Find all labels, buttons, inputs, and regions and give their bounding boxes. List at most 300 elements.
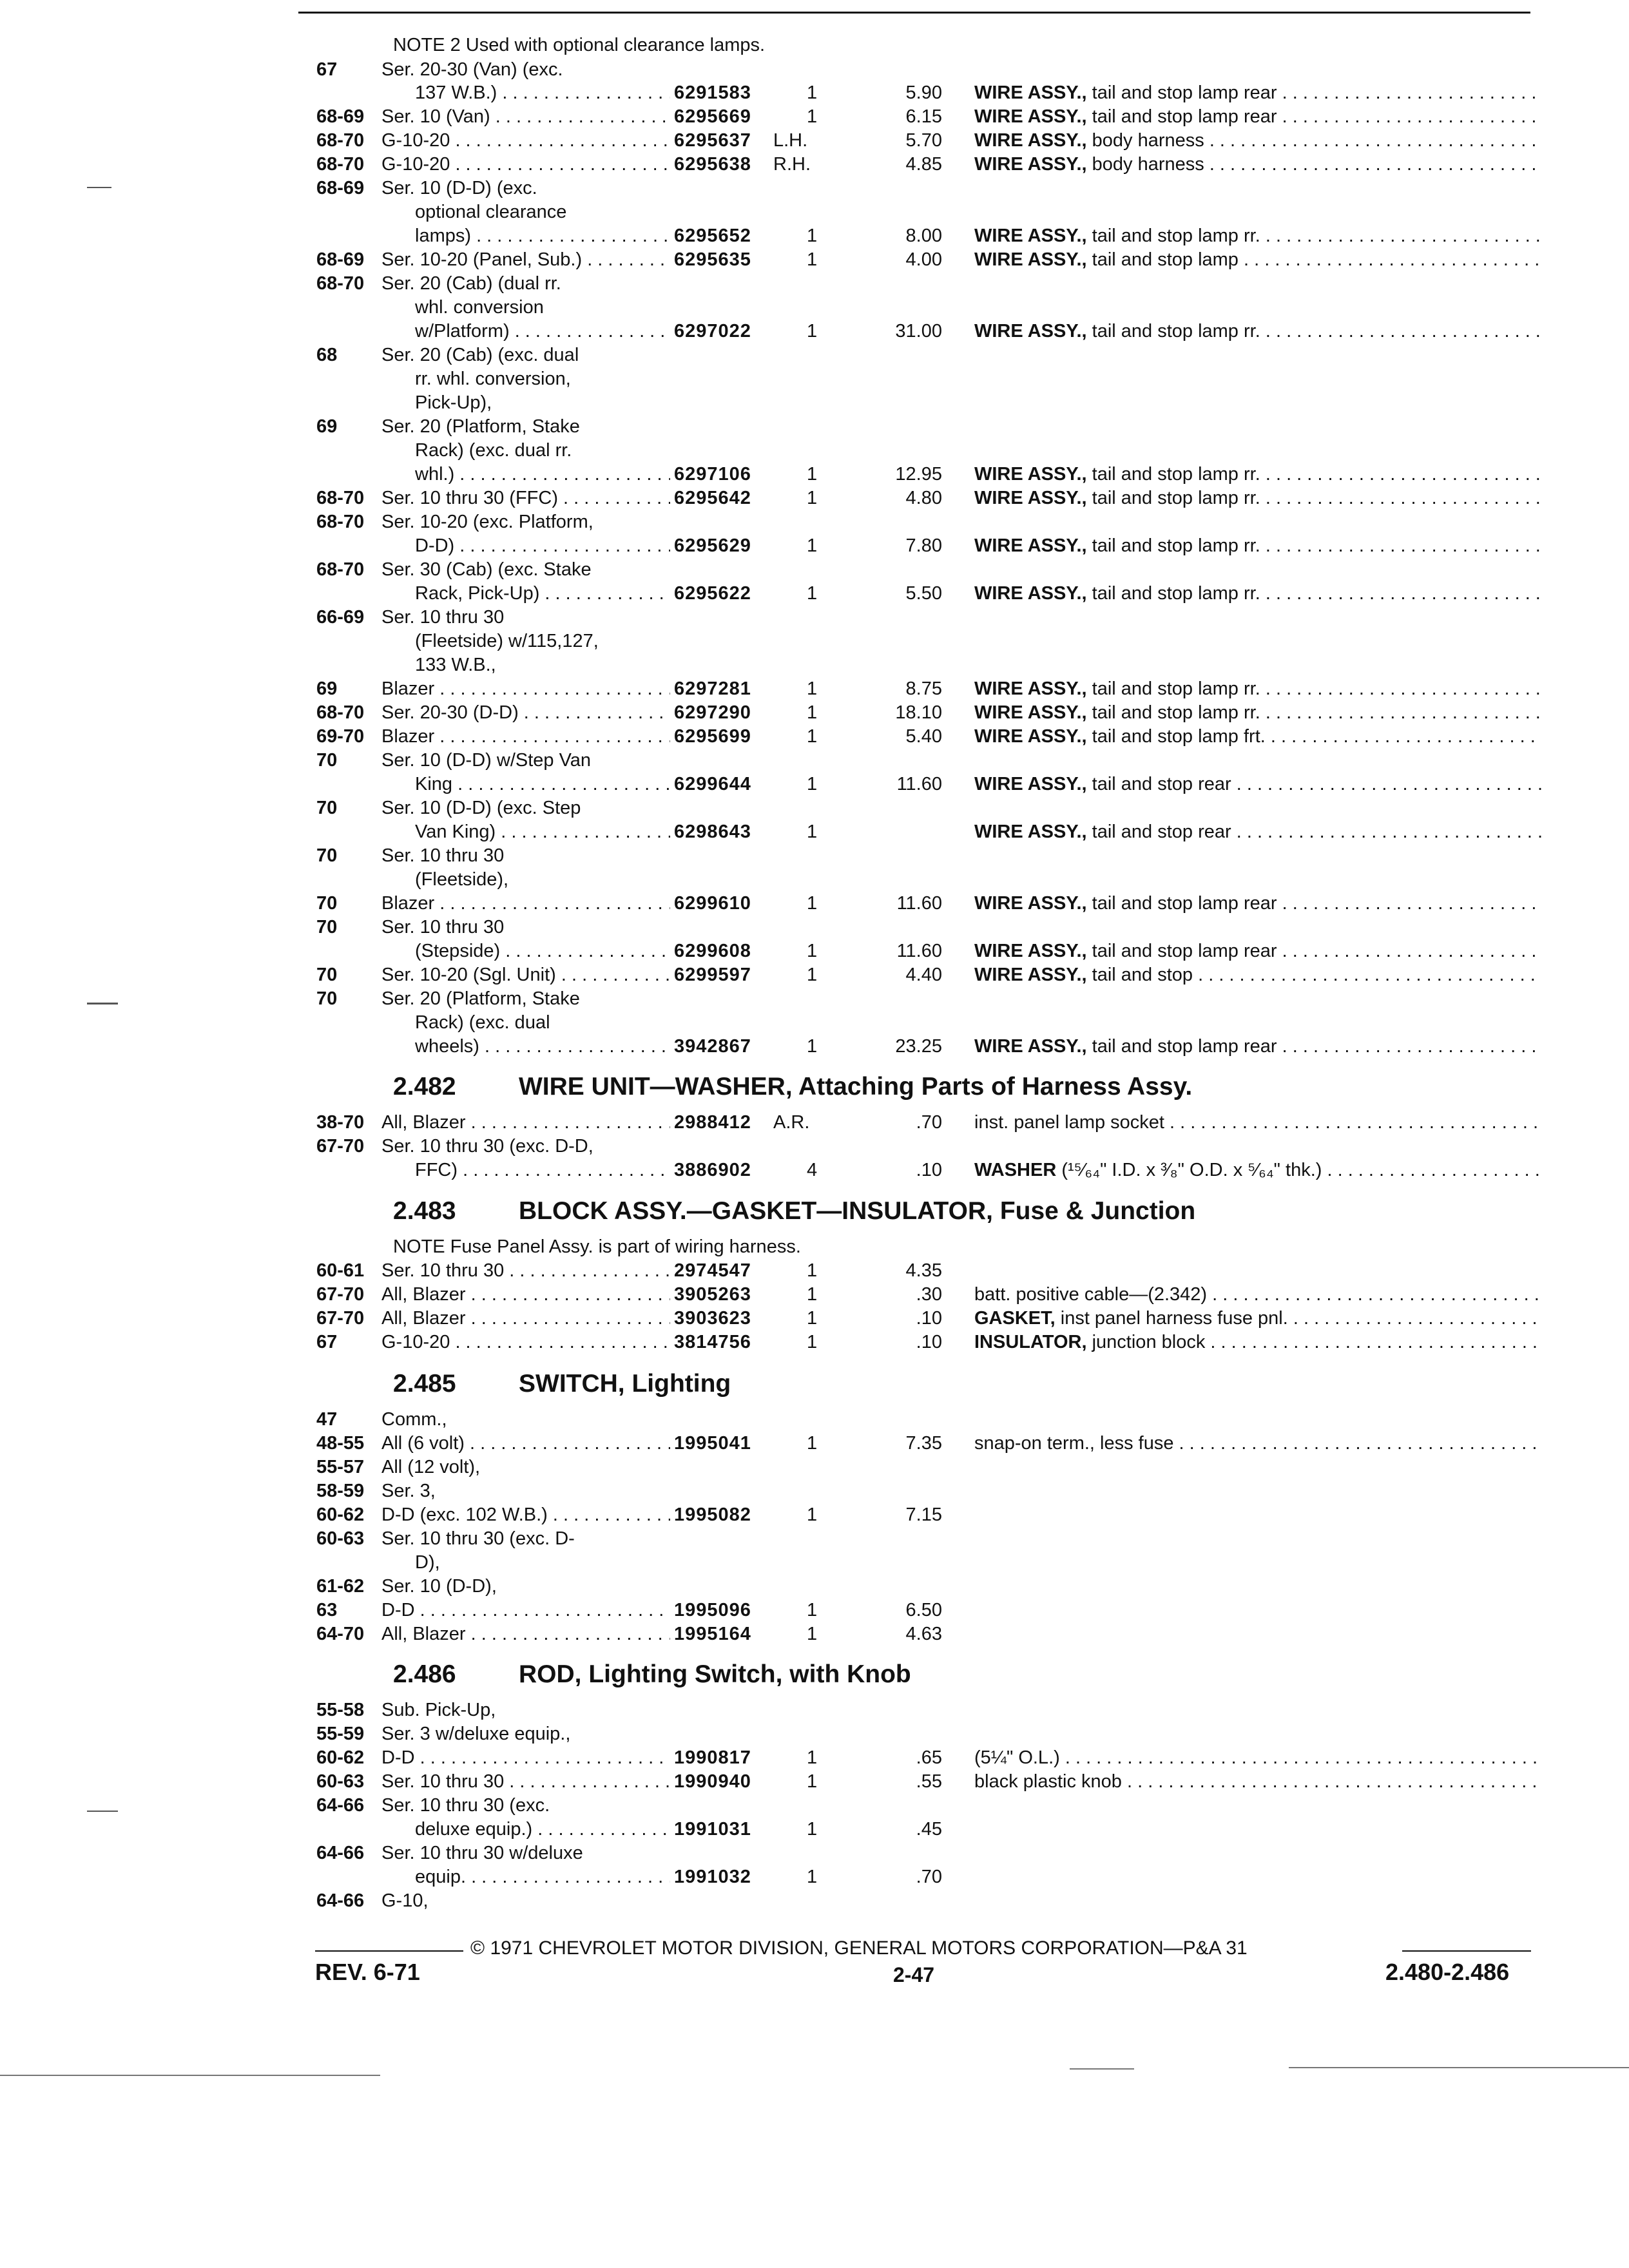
parts-row	[0, 1818, 1629, 1841]
application-text: All, Blazer	[381, 1284, 466, 1305]
margin-tick-2	[87, 1003, 118, 1004]
model-years: 64-66	[316, 1890, 365, 1911]
application-cell	[381, 248, 670, 271]
description-text: (¹⁵⁄₆₄" I.D. x ³⁄₈" O.D. x ⁵⁄₆₄" thk.)	[1061, 1160, 1322, 1180]
application-text: Ser. 10 thru 30 (exc. D-	[381, 1528, 575, 1549]
application-text: Ser. 20 (Platform, Stake	[381, 416, 580, 437]
list-price: .55	[916, 1771, 942, 1792]
description-text: tail and stop lamp	[1092, 249, 1239, 270]
application-cell	[415, 1035, 670, 1058]
description-text: batt. positive cable—(2.342)	[974, 1284, 1208, 1305]
application-text: rr. whl. conversion,	[415, 369, 571, 389]
model-years: 58-59	[316, 1481, 365, 1501]
section-title: WIRE UNIT—WASHER, Attaching Parts of Harness Assy.	[519, 1073, 1193, 1100]
application-text: deluxe equip.)	[415, 1819, 533, 1840]
list-price: 18.10	[895, 702, 942, 723]
application-text: Ser. 10 (D-D) w/Step Van	[381, 750, 592, 771]
list-price: 6.50	[905, 1600, 942, 1620]
part-number: 1991031	[674, 1819, 751, 1840]
part-number: 6297281	[674, 678, 751, 699]
model-years: 68-70	[316, 488, 365, 508]
parts-row	[0, 1011, 1629, 1034]
quantity: 1	[807, 1867, 818, 1887]
margin-tick-1	[87, 187, 111, 188]
model-years: 70	[316, 845, 338, 866]
part-number: 3903623	[674, 1308, 751, 1329]
model-years: 70	[316, 965, 338, 985]
parts-row	[0, 296, 1629, 319]
part-number: 1995041	[674, 1433, 751, 1454]
parts-row	[0, 1408, 1629, 1431]
part-name: WIRE ASSY.,	[974, 82, 1087, 103]
list-price: 11.60	[896, 893, 942, 914]
parts-row	[0, 1599, 1629, 1622]
list-price: 5.70	[905, 130, 942, 151]
application-text: All, Blazer	[381, 1112, 466, 1133]
model-years: 70	[316, 893, 338, 914]
part-name: WIRE ASSY.,	[974, 154, 1087, 175]
application-text: Ser. 20-30 (Van) (exc.	[381, 59, 563, 80]
application-text: Ser. 10 (D-D) (exc. Step	[381, 798, 581, 818]
quantity: 1	[807, 1747, 818, 1768]
part-number: 6299597	[674, 965, 751, 985]
description-text: tail and stop rear	[1092, 774, 1231, 794]
application-text: Ser. 10 (D-D) (exc.	[381, 178, 537, 198]
page-number: 2-47	[893, 1963, 935, 1986]
parts-row	[0, 701, 1629, 724]
parts-row	[0, 177, 1629, 200]
list-price: 6.15	[905, 106, 942, 127]
part-name: WIRE ASSY.,	[974, 464, 1087, 485]
model-years: 68-70	[316, 512, 365, 532]
model-years: 67-70	[316, 1308, 365, 1329]
list-price: 4.85	[905, 154, 942, 175]
quantity: A.R.	[773, 1112, 810, 1133]
section-title: ROD, Lighting Switch, with Knob	[519, 1660, 911, 1688]
application-cell	[415, 820, 670, 843]
part-name: WIRE ASSY.,	[974, 249, 1087, 270]
application-text: whl.)	[415, 464, 455, 485]
quantity: 1	[807, 1036, 818, 1057]
description-text: tail and stop lamp rr.	[1092, 226, 1260, 246]
application-text: D-D (exc. 102 W.B.)	[381, 1504, 548, 1525]
section-number: 2.485	[393, 1370, 456, 1398]
application-text: Blazer	[381, 893, 435, 914]
footer-rule-left	[315, 1950, 463, 1952]
part-description	[974, 1307, 1541, 1330]
section-number: 2.482	[393, 1073, 456, 1100]
copyright-line: © 1971 CHEVROLET MOTOR DIVISION, GENERAL MOTORS CORPORATION—P&A 31	[470, 1937, 1248, 1959]
parts-row	[0, 987, 1629, 1010]
application-text: D-D	[381, 1747, 415, 1768]
parts-row	[0, 81, 1629, 104]
application-text: lamps)	[415, 226, 472, 246]
application-text: Ser. 10 (Van)	[381, 106, 490, 127]
application-text: Ser. 10 thru 30 (FFC)	[381, 488, 558, 508]
application-text: Rack, Pick-Up)	[415, 583, 540, 604]
parts-row	[0, 1622, 1629, 1646]
parts-row	[0, 58, 1629, 81]
part-name: WIRE ASSY.,	[974, 106, 1087, 127]
part-description	[974, 463, 1541, 486]
application-cell	[415, 534, 670, 557]
part-number: 6295652	[674, 226, 751, 246]
list-price: 5.40	[905, 726, 942, 747]
parts-row	[0, 916, 1629, 939]
parts-row	[0, 892, 1629, 915]
part-description	[974, 939, 1541, 963]
quantity: 1	[807, 321, 818, 341]
application-text: (Fleetside),	[415, 869, 509, 890]
list-price: 4.35	[905, 1260, 942, 1281]
application-text: D),	[415, 1552, 440, 1573]
application-cell	[381, 677, 670, 700]
application-cell	[415, 1158, 670, 1182]
list-price: 4.00	[905, 249, 942, 270]
application-cell	[381, 486, 670, 510]
parts-row	[0, 749, 1629, 772]
model-years: 67-70	[316, 1136, 365, 1157]
model-years: 69	[316, 678, 338, 699]
part-number: 6295638	[674, 154, 751, 175]
model-years: 55-57	[316, 1457, 365, 1477]
parts-row	[0, 34, 1629, 57]
application-cell	[415, 320, 670, 343]
parts-row	[0, 653, 1629, 677]
quantity: 1	[807, 1600, 818, 1620]
application-text: Rack) (exc. dual	[415, 1012, 550, 1033]
parts-row	[0, 486, 1629, 510]
application-text: Pick-Up),	[415, 392, 492, 413]
part-number: 6291583	[674, 82, 751, 103]
application-text: Ser. 20 (Cab) (exc. dual	[381, 345, 579, 365]
application-text: G-10-20	[381, 130, 450, 151]
application-text: G-10-20	[381, 1332, 450, 1352]
parts-row	[0, 868, 1629, 891]
application-text: Ser. 30 (Cab) (exc. Stake	[381, 559, 592, 580]
footer-rule-right	[1402, 1950, 1531, 1952]
application-cell	[381, 1770, 670, 1793]
list-price: 4.80	[905, 488, 942, 508]
parts-row	[0, 534, 1629, 557]
description-text: tail and stop	[1092, 965, 1193, 985]
application-cell	[381, 892, 670, 915]
model-years: 60-62	[316, 1747, 365, 1768]
application-text: Ser. 3 w/deluxe equip.,	[381, 1724, 571, 1744]
application-text: Ser. 10 thru 30	[381, 845, 505, 866]
description-text: tail and stop lamp rr.	[1092, 535, 1260, 556]
parts-row	[0, 725, 1629, 748]
model-years: 61-62	[316, 1576, 365, 1597]
application-cell	[381, 1259, 670, 1282]
part-number: 6298643	[674, 822, 751, 842]
part-description	[974, 677, 1541, 700]
application-cell	[381, 1432, 670, 1455]
quantity: 1	[807, 464, 818, 485]
list-price: 23.25	[895, 1036, 942, 1057]
parts-row	[0, 1331, 1629, 1354]
list-price: .45	[916, 1819, 942, 1840]
parts-row	[0, 320, 1629, 343]
application-text: Ser. 10 thru 30 (exc. D-D,	[381, 1136, 593, 1157]
revision-label: REV. 6-71	[315, 1959, 420, 1985]
description-text: (5¼" O.L.)	[974, 1747, 1060, 1768]
part-name: WIRE ASSY.,	[974, 726, 1087, 747]
part-number: 1995096	[674, 1600, 751, 1620]
list-price: 7.80	[905, 535, 942, 556]
application-text: 137 W.B.)	[415, 82, 497, 103]
application-text: Rack) (exc. dual rr.	[415, 440, 572, 461]
application-text: Comm.,	[381, 1409, 447, 1430]
part-description	[974, 224, 1541, 247]
model-years: 68-70	[316, 130, 365, 151]
parts-row	[0, 1111, 1629, 1134]
parts-row	[0, 367, 1629, 390]
part-number: 6295637	[674, 130, 751, 151]
application-cell	[381, 1283, 670, 1306]
parts-row	[0, 677, 1629, 700]
description-text: tail and stop lamp frt.	[1092, 726, 1266, 747]
application-cell	[381, 701, 670, 724]
parts-row	[0, 1456, 1629, 1479]
parts-row	[0, 1794, 1629, 1817]
application-text: (Stepside)	[415, 941, 501, 961]
application-text: All, Blazer	[381, 1308, 466, 1329]
part-number: 6299608	[674, 941, 751, 961]
part-description	[974, 1035, 1541, 1058]
application-text: Ser. 10 thru 30	[381, 1260, 505, 1281]
parts-row	[0, 606, 1629, 629]
part-description	[974, 534, 1541, 557]
model-years: 67	[316, 1332, 338, 1352]
description-text: tail and stop lamp rr.	[1092, 702, 1260, 723]
application-text: Blazer	[381, 678, 435, 699]
application-cell	[381, 1503, 670, 1526]
parts-row	[0, 391, 1629, 414]
application-cell	[415, 582, 670, 605]
part-number: 6295635	[674, 249, 751, 270]
parts-row	[0, 1235, 1629, 1258]
section-number: 2.486	[393, 1660, 456, 1688]
quantity: 1	[807, 941, 818, 961]
application-cell	[381, 1111, 670, 1134]
application-text: G-10,	[381, 1890, 429, 1911]
model-years: 68-70	[316, 559, 365, 580]
parts-row	[0, 558, 1629, 581]
section-number: 2.483	[393, 1197, 456, 1225]
application-text: Ser. 20-30 (D-D)	[381, 702, 519, 723]
part-description	[974, 486, 1541, 510]
parts-row	[0, 510, 1629, 533]
description-text: black plastic knob	[974, 1771, 1122, 1792]
parts-row	[0, 1841, 1629, 1865]
section-title: SWITCH, Lighting	[519, 1370, 731, 1398]
application-cell	[381, 1599, 670, 1622]
application-text: NOTE Fuse Panel Assy. is part of wiring harness.	[393, 1236, 801, 1257]
quantity: L.H.	[773, 130, 808, 151]
parts-row	[0, 439, 1629, 462]
application-text: Ser. 10 thru 30	[381, 1771, 505, 1792]
list-price: 5.90	[905, 82, 942, 103]
section-range: 2.480-2.486	[1385, 1959, 1510, 1985]
list-price: 4.63	[905, 1624, 942, 1644]
application-cell	[381, 105, 670, 128]
application-cell	[381, 1746, 670, 1769]
list-price: 11.60	[896, 941, 942, 961]
model-years: 68-70	[316, 702, 365, 723]
part-name: WIRE ASSY.,	[974, 226, 1087, 246]
list-price: 8.75	[905, 678, 942, 699]
quantity: R.H.	[773, 154, 811, 175]
description-text: inst. panel lamp socket	[974, 1112, 1164, 1133]
part-description	[974, 701, 1541, 724]
part-number: 3886902	[674, 1160, 751, 1180]
application-text: All (12 volt),	[381, 1457, 481, 1477]
part-description	[974, 582, 1541, 605]
part-number: 1991032	[674, 1867, 751, 1887]
part-number: 1995082	[674, 1504, 751, 1525]
application-text: King	[415, 774, 453, 794]
application-text: (Fleetside) w/115,127,	[415, 631, 599, 651]
part-description	[974, 1283, 1541, 1306]
part-name: WIRE ASSY.,	[974, 774, 1087, 794]
application-cell	[381, 129, 670, 152]
margin-tick-3	[87, 1811, 118, 1812]
part-number: 6297290	[674, 702, 751, 723]
part-description	[974, 248, 1541, 271]
part-description	[974, 129, 1541, 152]
part-number: 1990817	[674, 1747, 751, 1768]
list-price: .10	[916, 1332, 942, 1352]
part-description	[974, 81, 1541, 104]
description-text: tail and stop rear	[1092, 822, 1231, 842]
application-text: Ser. 20 (Platform, Stake	[381, 988, 580, 1009]
application-text: wheels)	[415, 1036, 479, 1057]
part-name: WIRE ASSY.,	[974, 941, 1087, 961]
quantity: 1	[807, 82, 818, 103]
application-text: Ser. 3,	[381, 1481, 436, 1501]
parts-row	[0, 844, 1629, 867]
application-text: whl. conversion	[415, 297, 544, 318]
model-years: 68	[316, 345, 338, 365]
parts-row	[0, 248, 1629, 271]
application-text: FFC)	[415, 1160, 458, 1180]
application-text: w/Platform)	[415, 321, 510, 341]
parts-row	[0, 1865, 1629, 1888]
parts-row	[0, 224, 1629, 247]
application-cell	[381, 1622, 670, 1646]
quantity: 4	[807, 1160, 818, 1180]
part-description	[974, 153, 1541, 176]
parts-row	[0, 582, 1629, 605]
quantity: 1	[807, 1433, 818, 1454]
description-text: tail and stop lamp rear	[1092, 941, 1277, 961]
model-years: 64-66	[316, 1843, 365, 1863]
parts-row	[0, 1503, 1629, 1526]
part-number: 6295622	[674, 583, 751, 604]
part-number: 6297106	[674, 464, 751, 485]
parts-row	[0, 820, 1629, 843]
scan-line-left	[0, 2075, 380, 2076]
parts-row	[0, 1551, 1629, 1574]
model-years: 68-69	[316, 178, 365, 198]
parts-row	[0, 1135, 1629, 1158]
application-cell	[381, 725, 670, 748]
part-name: WIRE ASSY.,	[974, 535, 1087, 556]
application-text: All, Blazer	[381, 1624, 466, 1644]
scan-line-mid	[1070, 2068, 1134, 2070]
application-text: Van King)	[415, 822, 496, 842]
application-cell	[415, 1818, 670, 1841]
parts-row	[0, 939, 1629, 963]
part-number: 3814756	[674, 1332, 751, 1352]
model-years: 60-63	[316, 1528, 365, 1549]
application-text: Ser. 10 thru 30 w/deluxe	[381, 1843, 583, 1863]
list-price: .10	[916, 1160, 942, 1180]
part-number: 6295699	[674, 726, 751, 747]
part-description	[974, 1158, 1541, 1182]
part-number: 2974547	[674, 1260, 751, 1281]
part-number: 1995164	[674, 1624, 751, 1644]
description-text: tail and stop lamp rear	[1092, 82, 1277, 103]
description-text: snap-on term., less fuse	[974, 1433, 1174, 1454]
model-years: 60-63	[316, 1771, 365, 1792]
description-text: tail and stop lamp rr.	[1092, 321, 1260, 341]
description-text: tail and stop lamp rr.	[1092, 464, 1260, 485]
parts-row	[0, 1889, 1629, 1912]
application-text: Sub. Pick-Up,	[381, 1700, 496, 1720]
quantity: 1	[807, 1819, 818, 1840]
part-number: 6297022	[674, 321, 751, 341]
part-name: WIRE ASSY.,	[974, 965, 1087, 985]
part-description	[974, 1746, 1541, 1769]
model-years: 68-69	[316, 106, 365, 127]
quantity: 1	[807, 535, 818, 556]
quantity: 1	[807, 1260, 818, 1281]
part-description	[974, 963, 1541, 986]
part-number: 6299644	[674, 774, 751, 794]
list-price: 8.00	[905, 226, 942, 246]
parts-row	[0, 105, 1629, 128]
description-text: tail and stop lamp rear	[1092, 106, 1277, 127]
model-years: 47	[316, 1409, 338, 1430]
description-text: body harness	[1092, 130, 1204, 151]
model-years: 63	[316, 1600, 338, 1620]
part-number: 2988412	[674, 1112, 751, 1133]
parts-row	[0, 1770, 1629, 1793]
part-number: 6295642	[674, 488, 751, 508]
application-text: D-D	[381, 1600, 415, 1620]
parts-row	[0, 463, 1629, 486]
application-cell	[415, 463, 670, 486]
application-cell	[415, 224, 670, 247]
application-text: 133 W.B.,	[415, 655, 496, 675]
parts-row	[0, 1527, 1629, 1550]
application-text: Ser. 10 thru 30	[381, 917, 505, 937]
list-price: 11.60	[896, 774, 942, 794]
part-description	[974, 1111, 1541, 1134]
quantity: 1	[807, 822, 818, 842]
list-price: 7.35	[905, 1433, 942, 1454]
parts-row	[0, 1259, 1629, 1282]
list-price: .65	[916, 1747, 942, 1768]
quantity: 1	[807, 1332, 818, 1352]
application-cell	[415, 939, 670, 963]
parts-row	[0, 1698, 1629, 1722]
part-description	[974, 892, 1541, 915]
part-description	[974, 320, 1541, 343]
list-price: 7.15	[905, 1504, 942, 1525]
